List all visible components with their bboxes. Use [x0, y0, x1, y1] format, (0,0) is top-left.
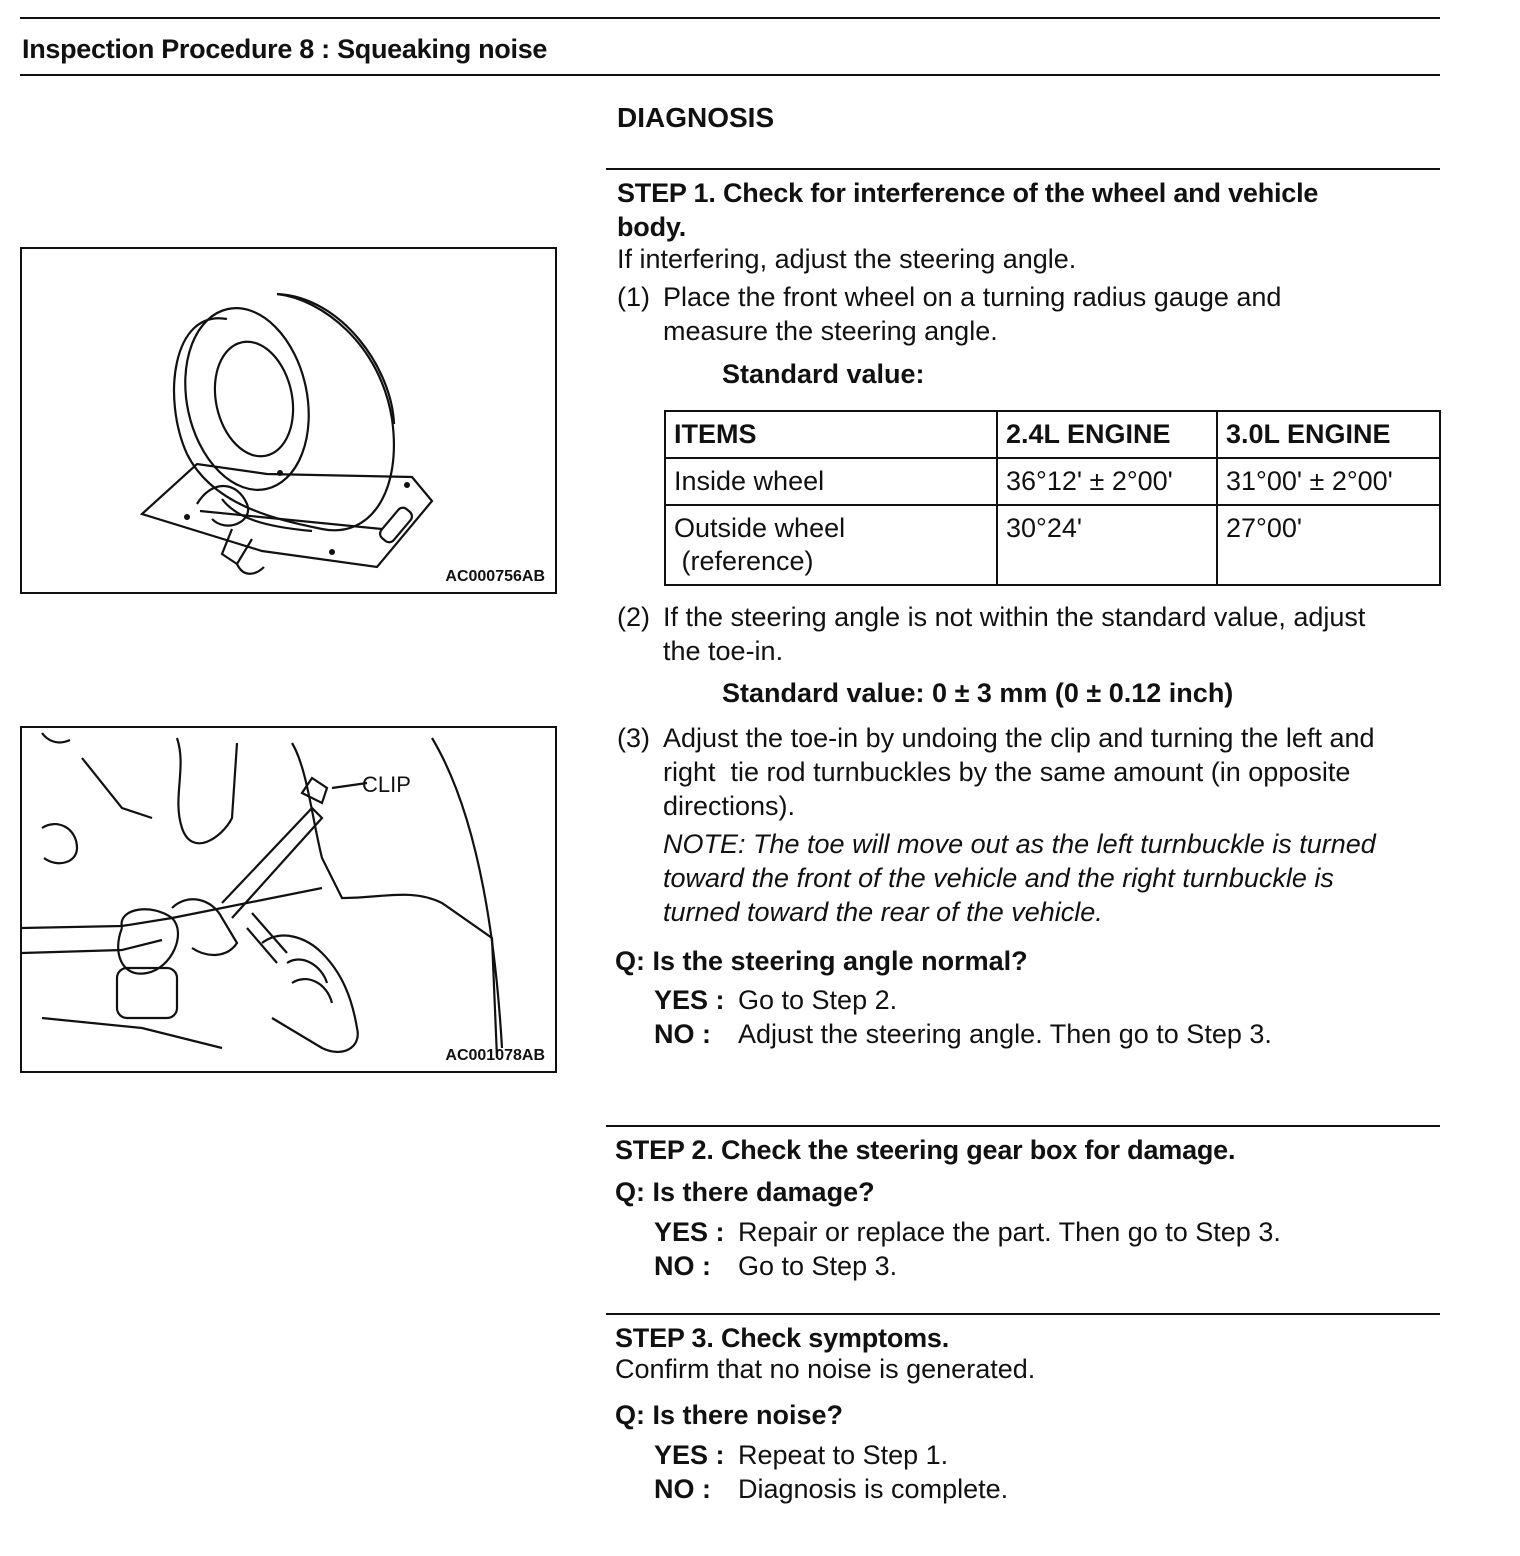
- toe-note: NOTE: The toe will move out as the left turnbuckle is turned toward the front of the vehicle and the right turnbuckle is turned toward the rear of the vehicle.: [663, 829, 1376, 927]
- step1-intro: If interfering, adjust the steering angle.: [617, 244, 1077, 274]
- clip-callout: CLIP: [362, 772, 411, 797]
- step3-no: NO : Diagnosis is complete.: [654, 1474, 1009, 1504]
- table-row: [665, 458, 1440, 505]
- page-title: Inspection Procedure 8 : Squeaking noise: [22, 34, 548, 64]
- step3-yes: YES : Repeat to Step 1.: [654, 1440, 949, 1470]
- step3-intro: Confirm that no noise is generated.: [615, 1354, 1036, 1384]
- figure-id-label: AC000756AB: [445, 568, 545, 585]
- diagnosis-heading: DIAGNOSIS: [617, 102, 775, 133]
- tie-rod-illustration: [22, 728, 555, 1071]
- step1-item-2: (2) If the steering angle is not within the standard value, adjust the toe-in.: [617, 602, 1366, 666]
- figure-turning-radius-gauge: [20, 247, 557, 594]
- step1-yes: YES : Go to Step 2.: [654, 985, 898, 1015]
- wheel-gauge-illustration: [22, 249, 555, 592]
- step3-rule: [606, 1313, 1440, 1315]
- toe-in-standard-value: Standard value: 0 ± 3 mm (0 ± 0.12 inch): [722, 678, 1234, 708]
- table-row: [665, 505, 1440, 585]
- steering-angle-table: [664, 410, 1441, 586]
- step2-question: Q: Is there damage?: [615, 1177, 875, 1207]
- step2-title: STEP 2. Check the steering gear box for damage.: [615, 1135, 1236, 1165]
- figure-id-label: AC001078AB: [445, 1047, 545, 1064]
- step1-item-3: (3) Adjust the toe-in by undoing the clip and turning the left and right tie rod turnbuckles by the same amount (in opposite directions). NOTE: The toe will move out as the left turnbuckle is turned toward the front of the vehicle and the right turnbuckle is turned toward the rear of the vehicle.: [617, 721, 1447, 931]
- step2-rule: [606, 1125, 1440, 1127]
- step1-item-1: (1) Place the front wheel on a turning radius gauge and measure the steering angle.: [617, 282, 1282, 346]
- table-header-row: [665, 411, 1440, 458]
- table-cell-24l: 36°12' ± 2°00': [997, 458, 1217, 505]
- table-cell-item: Inside wheel: [665, 458, 997, 505]
- table-cell-item: Outside wheel (reference): [665, 505, 997, 585]
- step1-no: NO : Adjust the steering angle. Then go to Step 3.: [654, 1019, 1272, 1049]
- table-header-30l: 3.0L ENGINE: [1217, 411, 1440, 458]
- figure-tie-rod-clip: [20, 726, 557, 1073]
- table-header-24l: 2.4L ENGINE: [997, 411, 1217, 458]
- step1-rule: [606, 168, 1440, 170]
- step3-title: STEP 3. Check symptoms.: [615, 1323, 950, 1353]
- table-cell-30l: 31°00' ± 2°00': [1217, 458, 1440, 505]
- table-cell-30l: 27°00': [1217, 505, 1440, 585]
- step3-question: Q: Is there noise?: [615, 1400, 844, 1430]
- table-cell-24l: 30°24': [997, 505, 1217, 585]
- title-rule: [20, 74, 1440, 76]
- table-header-items: ITEMS: [665, 411, 997, 458]
- step1-question: Q: Is the steering angle normal?: [615, 946, 1028, 976]
- step1-title: STEP 1. Check for interference of the wheel and vehicle body.: [617, 178, 1319, 242]
- top-rule: [20, 17, 1440, 19]
- step2-no: NO : Go to Step 3.: [654, 1251, 898, 1281]
- step2-yes: YES : Repair or replace the part. Then go to Step 3.: [654, 1217, 1281, 1247]
- standard-value-label: Standard value:: [722, 359, 925, 389]
